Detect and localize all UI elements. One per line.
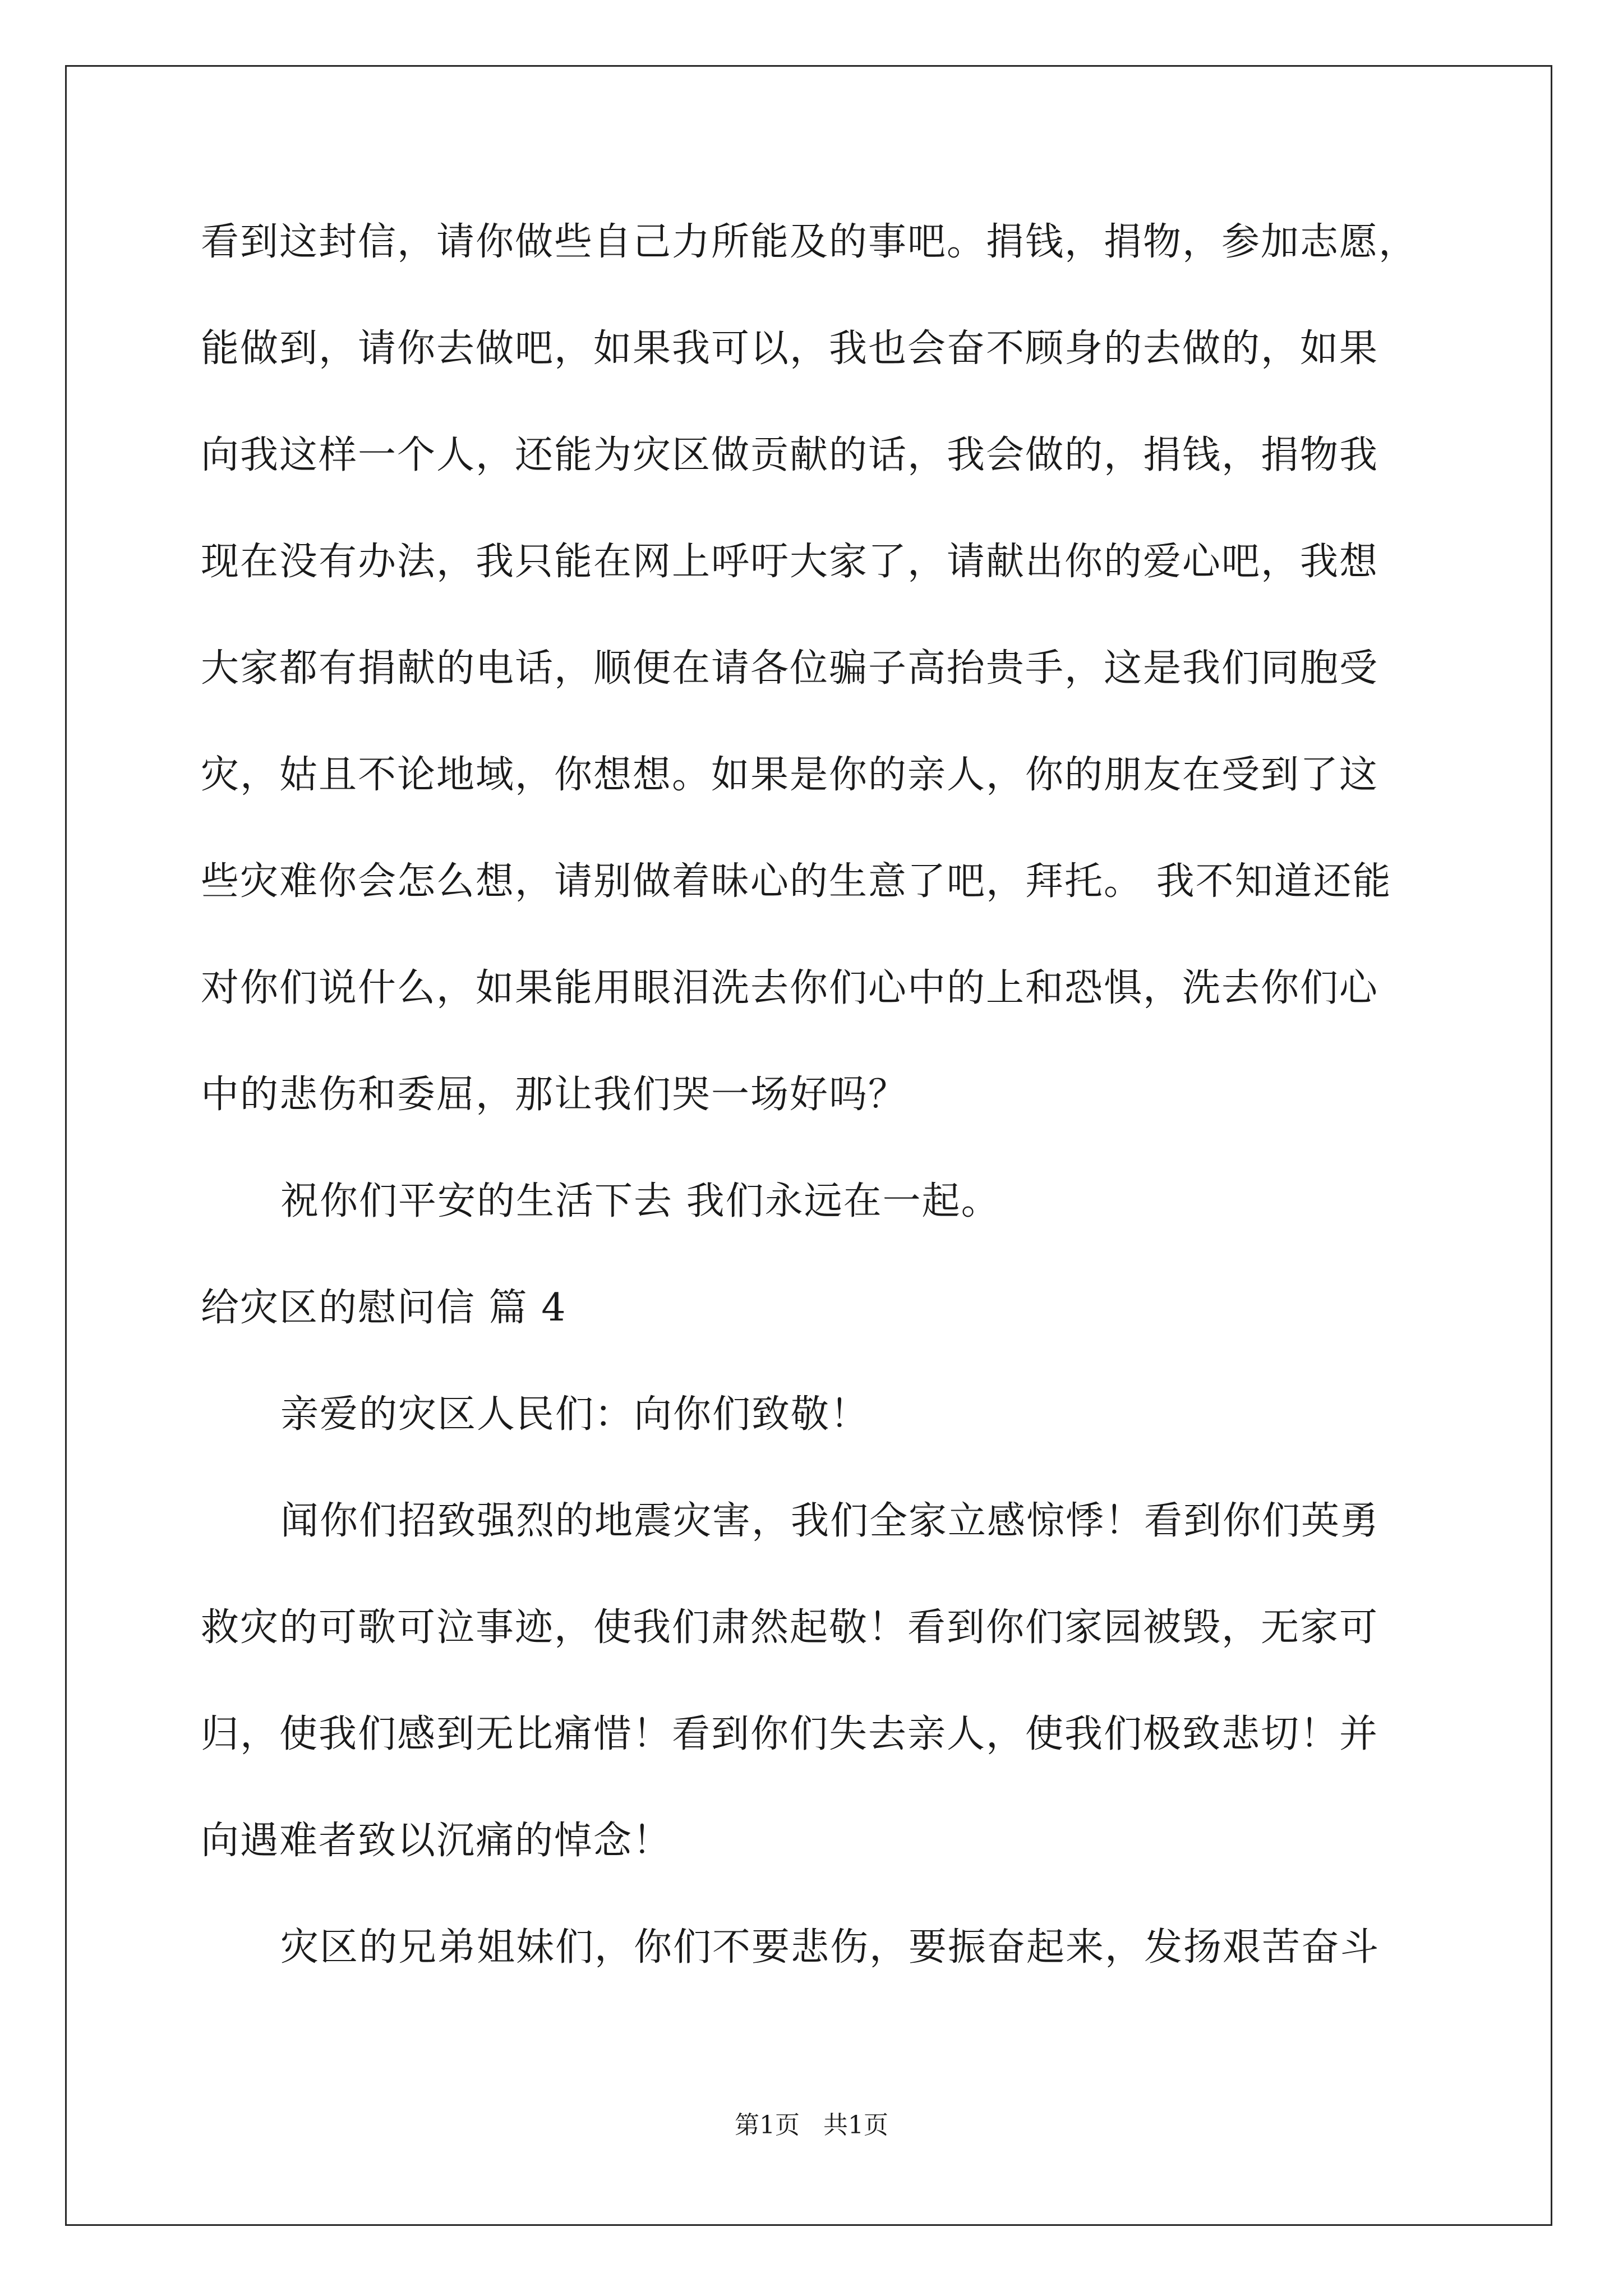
section-heading: 给灾区的慰问信 篇 4 bbox=[201, 1286, 567, 1330]
text-line: 向我这样一个人，还能为灾区做贡献的话，我会做的，捐钱，捐物我 bbox=[201, 433, 1379, 477]
text-line: 能做到，请你去做吧，如果我可以，我也会奋不顾身的去做的，如果 bbox=[201, 326, 1379, 371]
text-line: 救灾的可歌可泣事迹，使我们肃然起敬！看到你们家园被毁，无家可 bbox=[201, 1605, 1379, 1650]
text-line: 现在没有办法，我只能在网上呼吁大家了，请献出你的爱心吧，我想 bbox=[201, 540, 1379, 584]
page-footer: 第1页 共1页 bbox=[735, 2111, 888, 2139]
text-line: 大家都有捐献的电话，顺便在请各位骗子高抬贵手，这是我们同胞受 bbox=[201, 646, 1379, 691]
document-body bbox=[201, 214, 1435, 2026]
text-line: 向遇难者致以沉痛的悼念！ bbox=[201, 1819, 672, 1863]
text-line: 灾，姑且不论地域，你想想。如果是你的亲人，你的朋友在受到了这 bbox=[201, 753, 1379, 797]
text-line: 看到这封信，请你做些自己力所能及的事吧。捐钱，捐物，参加志愿， bbox=[201, 220, 1418, 264]
text-line: 对你们说什么，如果能用眼泪洗去你们心中的上和恐惧，洗去你们心 bbox=[201, 966, 1379, 1010]
salutation-line: 亲爱的灾区人民们：向你们致敬！ bbox=[280, 1392, 870, 1437]
closing-line: 祝你们平安的生活下去 我们永远在一起。 bbox=[280, 1179, 1000, 1223]
text-line: 归，使我们感到无比痛惜！看到你们失去亲人，使我们极致悲切！并 bbox=[201, 1712, 1379, 1756]
text-line: 些灾难你会怎么想，请别做着昧心的生意了吧，拜托。 我不知道还能 bbox=[201, 859, 1392, 904]
text-line: 闻你们招致强烈的地震灾害，我们全家立感惊悸！看到你们英勇 bbox=[280, 1499, 1380, 1543]
text-line: 中的悲伤和委屈，那让我们哭一场好吗？ bbox=[201, 1073, 908, 1117]
text-line: 灾区的兄弟姐妹们，你们不要悲伤，要振奋起来，发扬艰苦奋斗 bbox=[280, 1925, 1380, 1970]
